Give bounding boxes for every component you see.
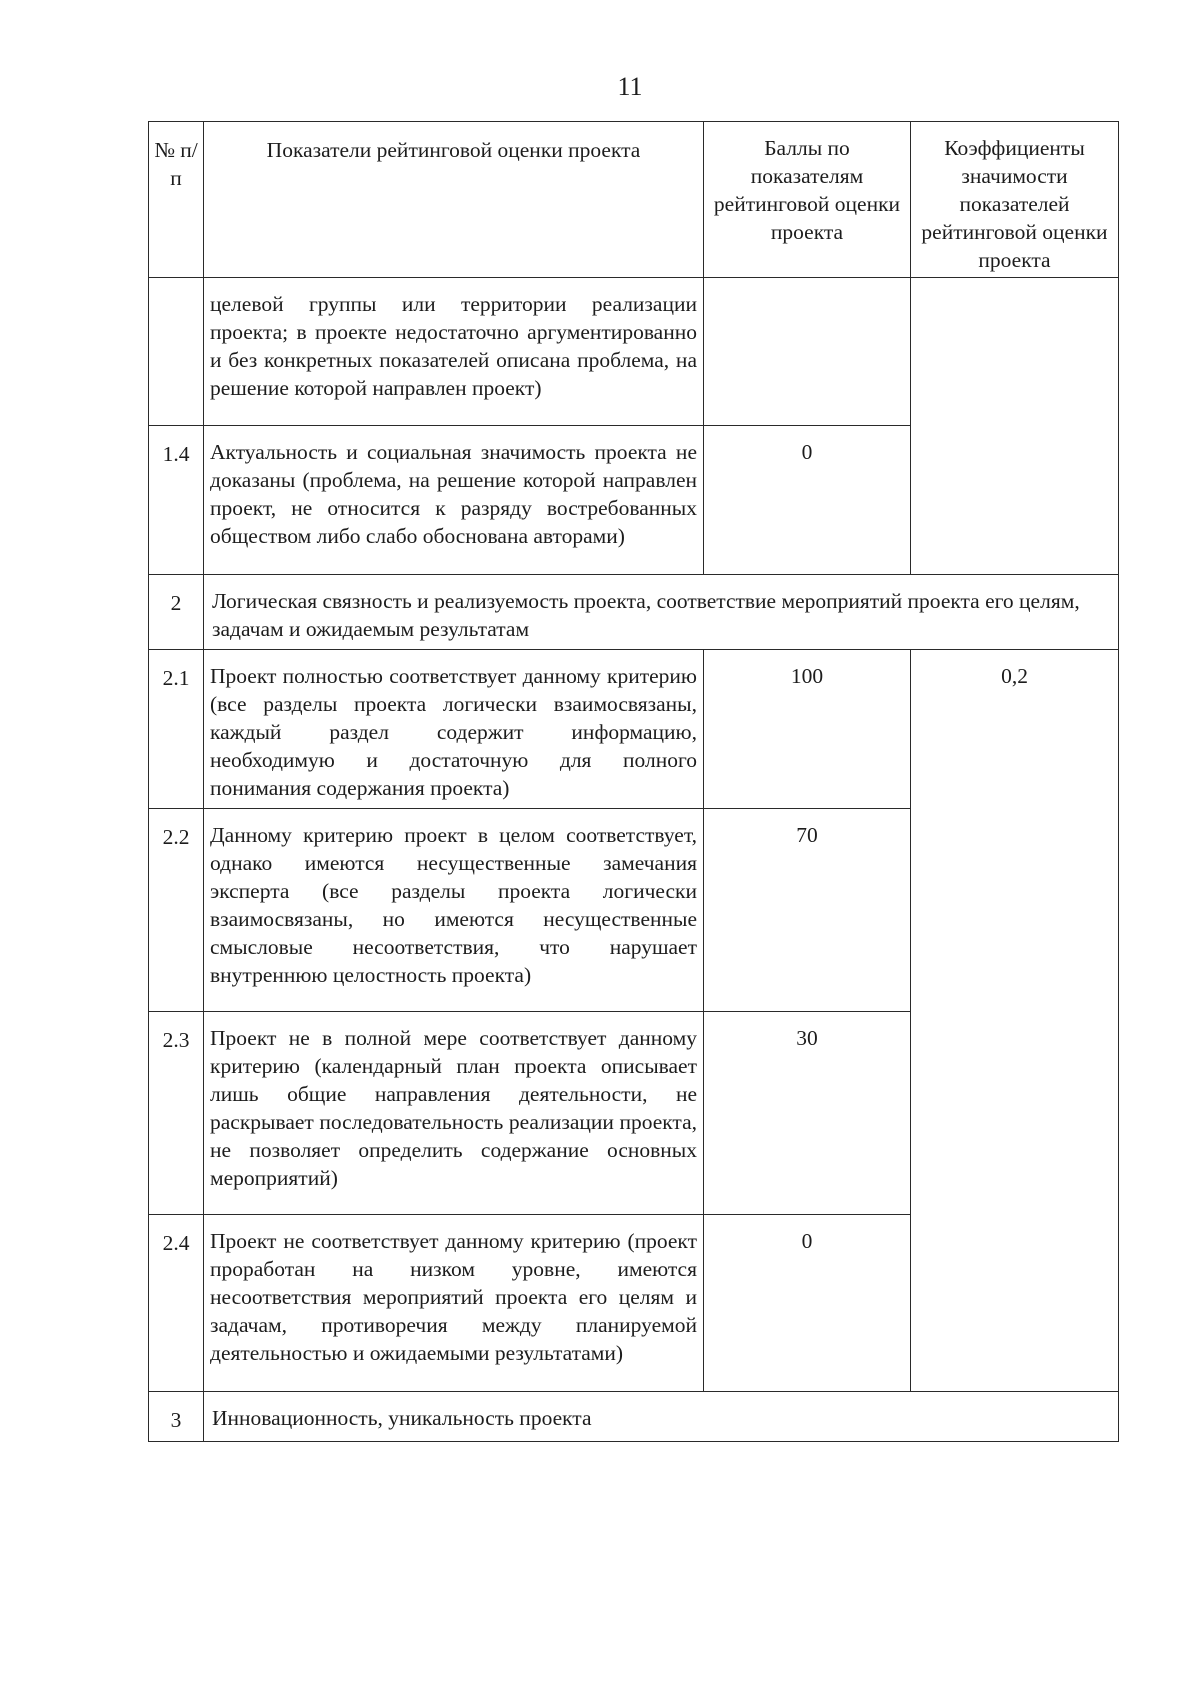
row-points: 100: [704, 650, 911, 809]
row-num: [149, 278, 204, 426]
row-coef: 0,2: [911, 650, 1119, 1392]
section-title: Логическая связность и реализуемость проекта, соответствие мероприятий проекта его целям, задачам и ожидаемым результатам: [204, 575, 1119, 650]
table-header-row: [149, 122, 1119, 278]
header-num: № п/п: [149, 122, 204, 278]
row-num: 2.1: [149, 650, 204, 809]
row-num: 2.3: [149, 1012, 204, 1215]
row-indicator: Проект не соответствует данному критерию (проект проработан на низком уровне, имеются несоответствия мероприятий проекта его целям и задачам, противоречия между планируемой деятельностью и ожидаемыми результатами): [204, 1215, 704, 1392]
header-points: Баллы по показателям рейтинговой оценки проекта: [704, 122, 911, 278]
section-num: 3: [149, 1392, 204, 1442]
row-points: [704, 278, 911, 426]
row-points: 70: [704, 809, 911, 1012]
section-row: [149, 1392, 1119, 1442]
row-indicator: Проект не в полной мере соответствует данному критерию (календарный план проекта описывает лишь общие направления деятельности, не раскрывает последовательность реализации проекта, не позволяет определить содержание основных мероприятий): [204, 1012, 704, 1215]
row-indicator: целевой группы или территории реализации проекта; в проекте недостаточно аргументированно и без конкретных показателей описана проблема, на решение которой направлен проект): [204, 278, 704, 426]
row-num: 2.2: [149, 809, 204, 1012]
row-num: 2.4: [149, 1215, 204, 1392]
section-num: 2: [149, 575, 204, 650]
row-points: 0: [704, 1215, 911, 1392]
rating-table: [148, 121, 1119, 1442]
row-num: 1.4: [149, 426, 204, 575]
row-indicator: Данному критерию проект в целом соответствует, однако имеются несущественные замечания эксперта (все разделы проекта логически взаимосвязаны, но имеются несущественные смысловые несоответствия, что нарушает внутреннюю целостность проекта): [204, 809, 704, 1012]
table-row: [149, 650, 1119, 809]
section-title: Инновационность, уникальность проекта: [204, 1392, 1119, 1442]
row-points: 30: [704, 1012, 911, 1215]
header-coef: Коэффициенты значимости показателей рейтинговой оценки проекта: [911, 122, 1119, 278]
header-indicator: Показатели рейтинговой оценки проекта: [204, 122, 704, 278]
row-points: 0: [704, 426, 911, 575]
table-row: [149, 278, 1119, 426]
row-indicator: Актуальность и социальная значимость проекта не доказаны (проблема, на решение которой направлен проект, не относится к разряду востребованных обществом либо слабо обоснована авторами): [204, 426, 704, 575]
section-row: [149, 575, 1119, 650]
row-indicator: Проект полностью соответствует данному критерию (все разделы проекта логически взаимосвязаны, каждый раздел содержит информацию, необходимую и достаточную для полного понимания содержания проекта): [204, 650, 704, 809]
row-coef: [911, 278, 1119, 575]
page-number: 11: [617, 72, 643, 101]
